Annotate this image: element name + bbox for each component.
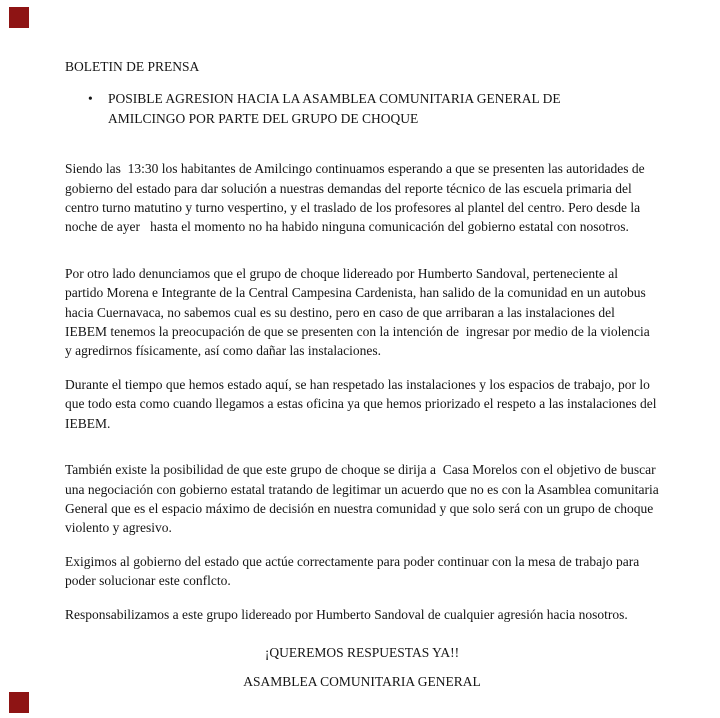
paragraph-facilities-respect: Durante el tiempo que hemos estado aquí, se han respetado las instalaciones y los espacios de trabajo, por lo que todo esta como cuando llegamos a estas oficina ya que hemos priorizado el respeto a las instalaciones del IEBEM. (65, 376, 660, 431)
closing-signature: ASAMBLEA COMUNITARIA GENERAL (243, 674, 481, 690)
headline-text: POSIBLE AGRESION HACIA LA ASAMBLEA COMUNITARIA GENERAL DE AMILCINGO POR PARTE DEL GRUPO DE CHOQUE (108, 91, 564, 126)
red-corner-marker-bottom (9, 692, 29, 713)
bullet-marker-icon: • (88, 91, 93, 107)
press-release-document (65, 57, 663, 692)
document-title: BOLETIN DE PRENSA (65, 59, 200, 74)
headline-bullet-item (65, 89, 659, 128)
paragraph-casa-morelos: También existe la posibilidad de que este grupo de choque se dirija a Casa Morelos con el objetivo de buscar una negociación con gobierno estatal tratando de legitimar un acuerdo que no es con la Asamblea comunitaria General que es el espacio máximo de decisión en nuestra comunidad y que solo será con un grupo de choque violento y agresivo. (65, 462, 663, 536)
closing-slogan: ¡QUEREMOS RESPUESTAS YA!! (264, 644, 460, 660)
paragraph-responsibility: Responsabilizamos a este grupo lidereado por Humberto Sandoval de cualquier agresión hacia nosotros. (65, 606, 628, 622)
paragraph-situation: Siendo las 13:30 los habitantes de Amilcingo continuamos esperando a que se presenten las autoridades de gobierno del estado para dar solución a nuestras demandas del reporte técnico de las escuela primaria del centro turno matutino y turno vespertino, y el traslado de los profesores al plantel del centro. Pero desde la noche de ayer hasta el momento no ha habido ninguna comunicación del gobierno estatal con nosotros. (65, 161, 648, 235)
paragraph-denunciation: Por otro lado denunciamos que el grupo de choque lidereado por Humberto Sandoval, perteneciente al partido Morena e Integrante de la Central Campesina Cardenista, han salido de la comunidad en un autobus hacia Cuernavaca, no sabemos cual es su destino, pero en caso de que arribaran a las instalaciones del IEBEM tenemos la preocupación de que se presenten con la intención de ingresar por medio de la violencia y agredirnos físicamente, así como dañar las instalaciones. (65, 265, 654, 359)
paragraph-demand: Exigimos al gobierno del estado que actúe correctamente para poder continuar con la mesa de trabajo para poder solucionar este conflcto. (65, 553, 643, 589)
red-corner-marker-top (9, 7, 29, 28)
